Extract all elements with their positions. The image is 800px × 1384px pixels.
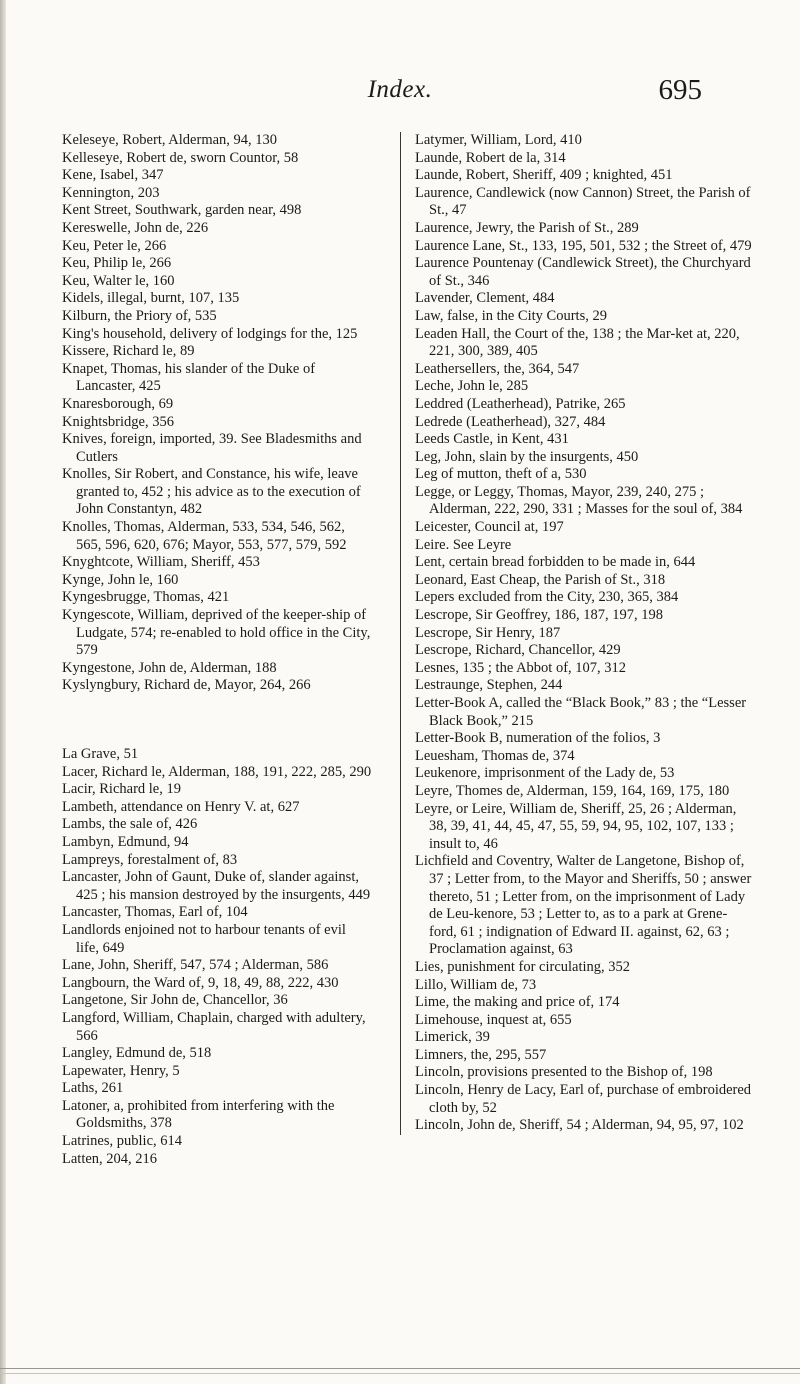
index-entry: Leg of mutton, theft of a, 530 <box>415 466 587 483</box>
index-entry: Lane, John, Sheriff, 547, 574 ; Alderman, 586 <box>62 957 329 974</box>
index-entry: Knolles, Thomas, Alderman, 533, 534, 546, 562, 565, 596, 620, 676; Mayor, 553, 577, 579, 592 <box>62 519 347 553</box>
index-entry: Letter-Book B, numeration of the folios, 3 <box>415 730 661 747</box>
index-entry: Lescrope, Richard, Chancellor, 429 <box>415 642 621 659</box>
index-entry: Lincoln, provisions presented to the Bishop of, 198 <box>415 1064 713 1081</box>
index-entry: Lesnes, 135 ; the Abbot of, 107, 312 <box>415 659 627 676</box>
index-entry: Langbourn, the Ward of, 9, 18, 49, 88, 222, 430 <box>62 974 339 991</box>
index-entry: Laurence, Candlewick (now Cannon) Street, the Parish of St., 47 <box>415 184 751 219</box>
index-entry: Kyngescote, William, deprived of the keeper-ship of Ludgate, 574; re-enabled to hold office in the City, 579 <box>62 607 371 659</box>
index-entry: Lestraunge, Stephen, 244 <box>415 677 563 694</box>
index-entry: Lepers excluded from the City, 230, 365, 384 <box>415 589 679 606</box>
index-entry: Kyslyngbury, Richard de, Mayor, 264, 266 <box>62 677 311 694</box>
index-entry: King's household, delivery of lodgings for the, 125 <box>62 325 358 342</box>
index-entry: Knightsbridge, 356 <box>62 413 174 430</box>
index-entry: Latten, 204, 216 <box>62 1150 158 1167</box>
index-entry: Lancaster, Thomas, Earl of, 104 <box>62 904 248 921</box>
index-entry: Lacer, Richard le, Alderman, 188, 191, 222, 285, 290 <box>62 763 372 780</box>
index-entry: Lacir, Richard le, 19 <box>62 781 181 798</box>
index-column-left <box>62 132 372 1168</box>
index-entry: Kelleseye, Robert de, sworn Countor, 58 <box>62 149 299 166</box>
index-entry: Launde, Robert, Sheriff, 409 ; knighted, 451 <box>415 167 673 184</box>
index-entry: Laths, 261 <box>62 1080 124 1097</box>
page-title: Index. <box>367 76 433 103</box>
index-entry: Laurence Lane, St., 133, 195, 501, 532 ; the Street of, 479 <box>415 237 752 254</box>
index-entry: Kissere, Richard le, 89 <box>62 343 195 360</box>
index-entry: La Grave, 51 <box>62 746 139 762</box>
index-entry: Lambeth, attendance on Henry V. at, 627 <box>62 798 300 815</box>
index-entry: Leathersellers, the, 364, 547 <box>415 360 580 377</box>
index-entry: Kene, Isabel, 347 <box>62 167 164 184</box>
index-entry: Lichfield and Coventry, Walter de Langetone, Bishop of, 37 ; Letter from, to the Mayor and Sheriffs, 50 ; answer thereto, 51 ; Letter from, on the imprisonment of Lady de Leu-kenore, 53 ; Letter to, as to a park at Grene-ford, 61 ; indignation of Edward II. against, 62, 63 ; Proclamation against, 63 <box>415 853 752 958</box>
page-number: 695 <box>658 74 702 106</box>
index-entry: Leg, John, slain by the insurgents, 450 <box>415 448 639 465</box>
index-entry: Kennington, 203 <box>62 184 160 201</box>
index-entry: Knaresborough, 69 <box>62 395 174 412</box>
index-entry: Latoner, a, prohibited from interfering with the Goldsmiths, 378 <box>62 1097 335 1132</box>
index-entry: Lavender, Clement, 484 <box>415 290 555 307</box>
index-entry: Lampreys, forestalment of, 83 <box>62 851 238 868</box>
index-entry: Laurence, Jewry, the Parish of St., 289 <box>415 219 639 236</box>
index-entry: Legge, or Leggy, Thomas, Mayor, 239, 240, 275 ; Alderman, 222, 290, 331 ; Masses for the soul of, 384 <box>415 483 743 518</box>
index-entry: Keu, Peter le, 266 <box>62 237 167 254</box>
index-entry: Limehouse, inquest at, 655 <box>415 1011 572 1028</box>
index-entry: Kyngesbrugge, Thomas, 421 <box>62 589 230 606</box>
index-entry: Leaden Hall, the Court of the, 138 ; the Mar-ket at, 220, 221, 300, 389, 405 <box>415 325 740 360</box>
index-entry: Kynge, John le, 160 <box>62 571 179 588</box>
index-entry: Leyre, or Leire, William de, Sheriff, 25, 26 ; Alderman, 38, 39, 41, 44, 45, 47, 55, 59, 94, 95, 102, 107, 133 ; insult to, 46 <box>415 800 737 852</box>
index-entry: Launde, Robert de la, 314 <box>415 149 566 166</box>
index-entry: Lime, the making and price of, 174 <box>415 994 620 1011</box>
section-gap <box>62 710 372 732</box>
index-entry: Lincoln, Henry de Lacy, Earl of, purchase of embroidered cloth by, 52 <box>415 1082 752 1116</box>
index-entry: Ledrede (Leatherhead), 327, 484 <box>415 413 606 430</box>
page-binding-edge <box>0 0 6 1384</box>
page-bottom-rule <box>0 1368 800 1374</box>
index-entry: Leicester, Council at, 197 <box>415 519 564 536</box>
index-entry: Lincoln, John de, Sheriff, 54 ; Alderman, 94, 95, 97, 102 <box>415 1117 744 1134</box>
index-entry: Limerick, 39 <box>415 1029 490 1046</box>
index-entry: Leire. See Leyre <box>415 536 512 553</box>
index-entry: Keleseye, Robert, Alderman, 94, 130 <box>62 132 278 148</box>
index-entry: Knives, foreign, imported, 39. See Bladesmiths and Cutlers <box>62 431 362 465</box>
index-entry: Leche, John le, 285 <box>415 378 529 395</box>
index-entry: Kyngestone, John de, Alderman, 188 <box>62 659 277 676</box>
index-entry: Lillo, William de, 73 <box>415 976 537 993</box>
index-entry: Kereswelle, John de, 226 <box>62 219 209 236</box>
index-entry: Landlords enjoined not to harbour tenants of evil life, 649 <box>62 921 346 956</box>
index-entry: Leyre, Thomes de, Alderman, 159, 164, 169, 175, 180 <box>415 782 730 799</box>
index-entry: Knapet, Thomas, his slander of the Duke of Lancaster, 425 <box>62 360 316 395</box>
index-entry: Leuesham, Thomas de, 374 <box>415 747 575 764</box>
index-entry: Lapewater, Henry, 5 <box>62 1062 180 1079</box>
index-entry: Knolles, Sir Robert, and Constance, his wife, leave granted to, 452 ; his advice as to the execution of John Constantyn, 482 <box>62 466 361 518</box>
index-entry: Lent, certain bread forbidden to be made in, 644 <box>415 554 696 571</box>
index-entry: Lancaster, John of Gaunt, Duke of, slander against, 425 ; his mansion destroyed by the insurgents, 449 <box>62 869 371 903</box>
index-entry: Lescrope, Sir Henry, 187 <box>415 624 561 641</box>
index-entry: Lambs, the sale of, 426 <box>62 816 198 833</box>
index-entry: Lies, punishment for circulating, 352 <box>415 958 631 975</box>
index-entry: Leddred (Leatherhead), Patrike, 265 <box>415 395 626 412</box>
index-entry: Letter-Book A, called the “Black Book,” 83 ; the “Lesser Black Book,” 215 <box>415 695 747 729</box>
index-entry: Langford, William, Chaplain, charged with adultery, 566 <box>62 1009 366 1044</box>
index-entry: Keu, Walter le, 160 <box>62 272 175 289</box>
index-entry: Lescrope, Sir Geoffrey, 186, 187, 197, 198 <box>415 607 664 624</box>
index-entry: Laurence Pountenay (Candlewick Street), the Churchyard of St., 346 <box>415 255 751 289</box>
index-entry: Kilburn, the Priory of, 535 <box>62 307 217 324</box>
page-header <box>0 74 800 114</box>
index-entry: Kent Street, Southwark, garden near, 498 <box>62 202 302 219</box>
index-column-right <box>400 132 755 1135</box>
index-entry: Law, false, in the City Courts, 29 <box>415 307 607 324</box>
index-entry: Kidels, illegal, burnt, 107, 135 <box>62 290 240 307</box>
index-entry: Latrines, public, 614 <box>62 1133 183 1150</box>
index-entry: Leeds Castle, in Kent, 431 <box>415 431 569 448</box>
index-entry: Keu, Philip le, 266 <box>62 255 172 272</box>
index-entry: Lambyn, Edmund, 94 <box>62 833 189 850</box>
index-entry: Limners, the, 295, 557 <box>415 1046 547 1063</box>
index-entry: Langetone, Sir John de, Chancellor, 36 <box>62 992 288 1009</box>
index-entry: Langley, Edmund de, 518 <box>62 1045 212 1062</box>
index-entry: Latymer, William, Lord, 410 <box>415 132 582 148</box>
index-entry: Knyghtcote, William, Sheriff, 453 <box>62 554 260 571</box>
index-entry: Leonard, East Cheap, the Parish of St., 318 <box>415 571 666 588</box>
index-entry: Leukenore, imprisonment of the Lady de, 53 <box>415 765 675 782</box>
